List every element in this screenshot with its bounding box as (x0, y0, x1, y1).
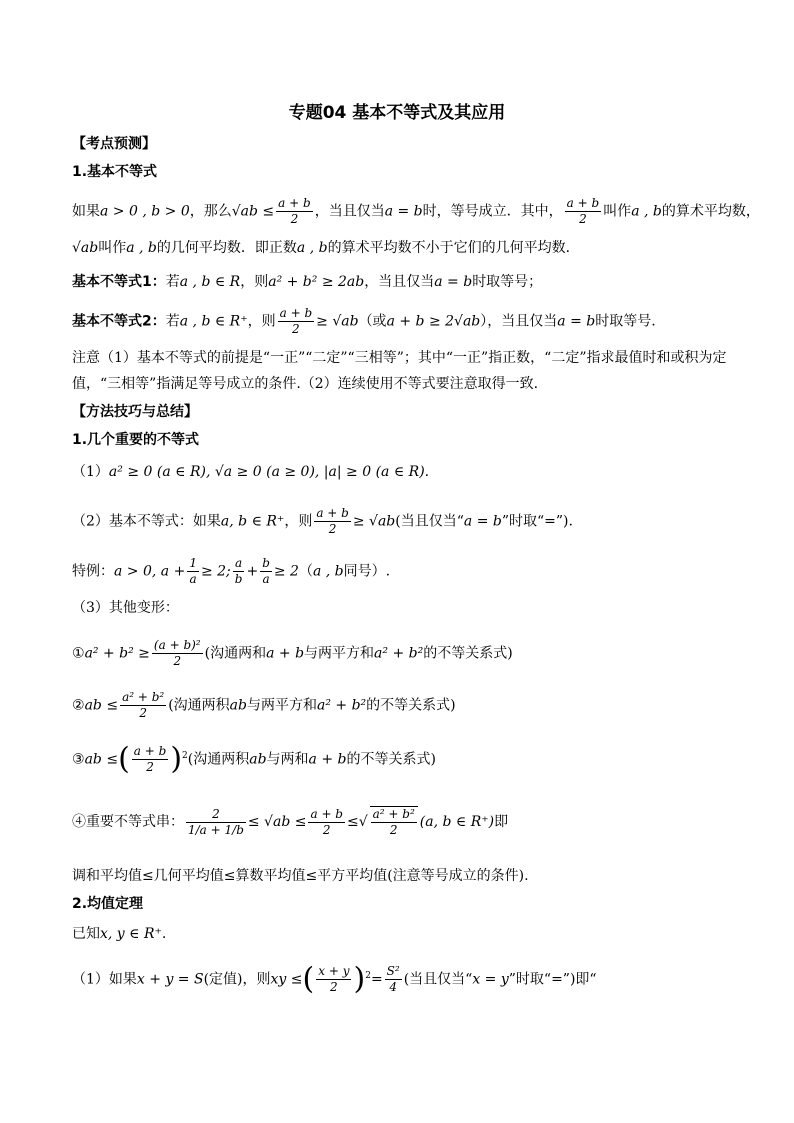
special-case: 特例：a > 0, a + $\frac{1}{a}$ ≥ 2; $\frac{a}{b}$ + $\frac{b}{a}$ ≥ 2（a , b同号）. (72, 556, 391, 586)
mean-chain-text: 调和平均值≤几何平均值≤算数平均值≤平方平均值(注意等号成立的条件). (72, 868, 529, 884)
section-heading-methods: 【方法技巧与总结】 (72, 404, 198, 420)
mean-theorem-1: （1）如果x + y = S(定值)，则xy ≤( $\frac{x + y}{2}$ )$^2$= $\frac{\text{S²}}{4}$ (当且仅当“x = y”时取“=”)即“ (72, 961, 597, 997)
heading-mean-theorem: 2.均值定理 (72, 896, 144, 912)
heading-important-inequalities: 1.几个重要的不等式 (72, 432, 200, 448)
fraction: $\frac{a + b}{2}$ (316, 506, 349, 536)
section-heading-exam-points: 【考点预测】 (72, 136, 156, 152)
paragraph-definition: 如果a > 0 , b > 0，那么√ab ≤ $\frac{a + b}{2}$ ，当且仅当a = b时，等号成立．其中， $\frac{a + b}{2}$ 叫作a , b的算术平均数， (72, 196, 760, 226)
item-2: （2）基本不等式：如果a, b ∈ R⁺，则 $\frac{a + b}{2}$ ≥ √ab(当且仅当“a = b”时取“=”). (72, 506, 573, 536)
heading-basic-inequality: 1.基本不等式 (72, 164, 158, 180)
item-1: （1）a² ≥ 0 (a ∈ R), √a ≥ 0 (a ≥ 0), |a| ≥ 0 (a ∈ R). (72, 464, 430, 480)
variant-3: ③ab ≤( $\frac{a + b}{2}$ )$^2$(沟通两积ab与两和a + b的不等关系式) (72, 741, 436, 777)
note-line-2: 值，“三相等”指满足等号成立的条件.（2）连续使用不等式要注意取得一致. (72, 376, 539, 392)
note-line-1: 注意（1）基本不等式的前提是“一正”“二定”“三相等”；其中“一正”指正数，“二定”指求最值时和或积为定 (72, 350, 727, 366)
fraction: $\frac{a + b}{2}$ (278, 196, 311, 226)
variant-2: ②ab ≤ $\frac{\text{a² + b²}}{2}$ (沟通两积ab与两平方和a² + b²的不等关系式) (72, 690, 456, 720)
fraction: $\frac{a + b}{2}$ (279, 306, 313, 336)
basic-inequality-2: 基本不等式2：若a , b ∈ R⁺，则 $\frac{a + b}{2}$ ≥ √ab（或a + b ≥ 2√ab），当且仅当a = b时取等号. (72, 306, 656, 336)
fraction: $\frac{a + b}{2}$ (566, 196, 600, 226)
mean-theorem-premise: 已知x, y ∈ R⁺. (72, 926, 167, 942)
item-3: （3）其他变形： (72, 600, 179, 616)
variant-1: ①a² + b² ≥ $\frac{\text{(a + b)²}}{2}$ (沟通两和a + b与两平方和a² + b²的不等关系式) (72, 638, 513, 668)
page-title: 专题04 基本不等式及其应用 (288, 103, 506, 123)
basic-inequality-1: 基本不等式1：若a , b ∈ R，则a² + b² ≥ 2ab，当且仅当a = b时取等号； (72, 274, 543, 290)
paragraph-definition-cont: √ab叫作a , b的几何平均数．即正数a , b的算术平均数不小于它们的几何平均数． (72, 240, 580, 256)
variant-4: ④重要不等式串： $\frac{2}{1/a + 1/b}$ ≤ √ab ≤ $\frac{a + b}{2}$ ≤√ $\frac{\text{a² + b²}}{2}$ (a, b ∈ R⁺)即 (72, 806, 509, 837)
